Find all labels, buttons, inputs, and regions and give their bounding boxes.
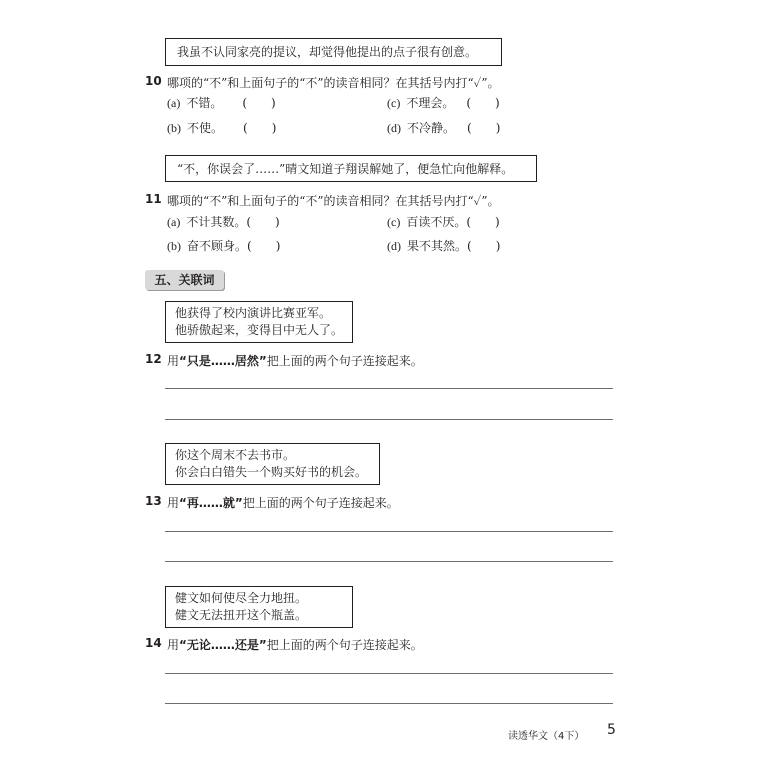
q10-option-b[interactable] <box>167 119 276 136</box>
option-text: 不冷静。 <box>407 121 456 135</box>
q12-sentence-2: 他骄傲起来，变得目中无人了。 <box>175 323 344 337</box>
q10-option-d[interactable] <box>387 119 500 136</box>
answer-parentheses[interactable]: ( ) <box>247 239 281 253</box>
q13-instruction: 把上面的两个句子连接起来。 <box>242 496 399 510</box>
answer-parentheses[interactable]: ( ) <box>466 96 500 110</box>
q14-question <box>167 636 423 653</box>
q13-keyword: “再……就” <box>179 496 243 510</box>
option-label: (a) <box>167 96 181 110</box>
option-label: (c) <box>387 96 401 110</box>
option-label: (b) <box>167 121 181 135</box>
q12-number: 12 <box>145 352 162 366</box>
q14-sentence-1: 健文如何使尽全力地扭。 <box>175 591 308 605</box>
option-label: (d) <box>387 239 401 253</box>
section-heading-conjunctions: 五、关联词 <box>145 270 224 290</box>
q13-question <box>167 494 399 511</box>
option-label: (a) <box>167 215 181 229</box>
q14-sentence-2: 健文无法扭开这个瓶盖。 <box>175 608 308 622</box>
q11-question: 哪项的“不”和上面句子的“不”的读音相同？在其括号内打“✓”。 <box>167 194 500 208</box>
q11-number: 11 <box>145 192 162 206</box>
q11-sentence: “不，你误会了……”晴文知道子翔误解她了，便急忙向他解释。 <box>177 162 514 176</box>
q12-sentence-1: 他获得了校内演讲比赛亚军。 <box>175 306 332 320</box>
q14-instruction: 把上面的两个句子连接起来。 <box>266 638 423 652</box>
answer-parentheses[interactable]: ( ) <box>467 121 501 135</box>
q14-answer-line-1[interactable] <box>165 673 613 674</box>
q12-answer-line-2[interactable] <box>165 419 613 420</box>
answer-parentheses[interactable]: ( ) <box>466 215 500 229</box>
q13-sentence-1: 你这个周末不去书市。 <box>175 448 296 462</box>
q13-prefix: 用 <box>167 496 180 510</box>
option-label: (c) <box>387 215 401 229</box>
q12-instruction: 把上面的两个句子连接起来。 <box>266 354 423 368</box>
q12-sentence-box <box>165 301 353 343</box>
q10-sentence: 我虽不认同家亮的提议，却觉得他提出的点子很有创意。 <box>177 45 478 59</box>
option-label: (b) <box>167 239 181 253</box>
answer-parentheses[interactable]: ( ) <box>242 96 276 110</box>
q10-option-a[interactable] <box>167 94 276 111</box>
option-text: 不错。 <box>186 96 223 110</box>
q11-option-b[interactable] <box>167 237 280 254</box>
option-text: 不计其数。 <box>186 215 247 229</box>
q14-prefix: 用 <box>167 638 180 652</box>
q13-sentence-2: 你会白白错失一个购买好书的机会。 <box>175 465 368 479</box>
option-text: 不理会。 <box>406 96 455 110</box>
q11-option-d[interactable] <box>387 237 500 254</box>
option-text: 百读不厌。 <box>406 215 467 229</box>
q13-number: 13 <box>145 494 162 508</box>
q12-keyword: “只是……居然” <box>179 354 267 368</box>
option-text: 不使。 <box>187 121 224 135</box>
q11-option-c[interactable] <box>387 213 500 230</box>
q10-sentence-box <box>165 38 502 66</box>
q10-question: 哪项的“不”和上面句子的“不”的读音相同？在其括号内打“✓”。 <box>167 76 500 90</box>
q12-answer-line-1[interactable] <box>165 388 613 389</box>
footer-book-title: 读透华文（4下） <box>508 731 585 742</box>
q14-sentence-box <box>165 586 353 628</box>
q11-option-a[interactable] <box>167 213 280 230</box>
option-text: 奋不顾身。 <box>187 239 248 253</box>
option-label: (d) <box>387 121 401 135</box>
q14-answer-line-2[interactable] <box>165 703 613 704</box>
q13-answer-line-2[interactable] <box>165 561 613 562</box>
q11-sentence-box <box>165 155 537 182</box>
q14-number: 14 <box>145 636 162 650</box>
page-number: 5 <box>607 722 616 738</box>
option-text: 果不其然。 <box>407 239 468 253</box>
q10-option-c[interactable] <box>387 94 500 111</box>
answer-parentheses[interactable]: ( ) <box>243 121 277 135</box>
q13-answer-line-1[interactable] <box>165 531 613 532</box>
q12-question <box>167 352 423 369</box>
q10-number: 10 <box>145 74 162 88</box>
q13-sentence-box <box>165 443 380 485</box>
answer-parentheses[interactable]: ( ) <box>246 215 280 229</box>
q14-keyword: “无论……还是” <box>179 638 267 652</box>
answer-parentheses[interactable]: ( ) <box>467 239 501 253</box>
q12-prefix: 用 <box>167 354 180 368</box>
